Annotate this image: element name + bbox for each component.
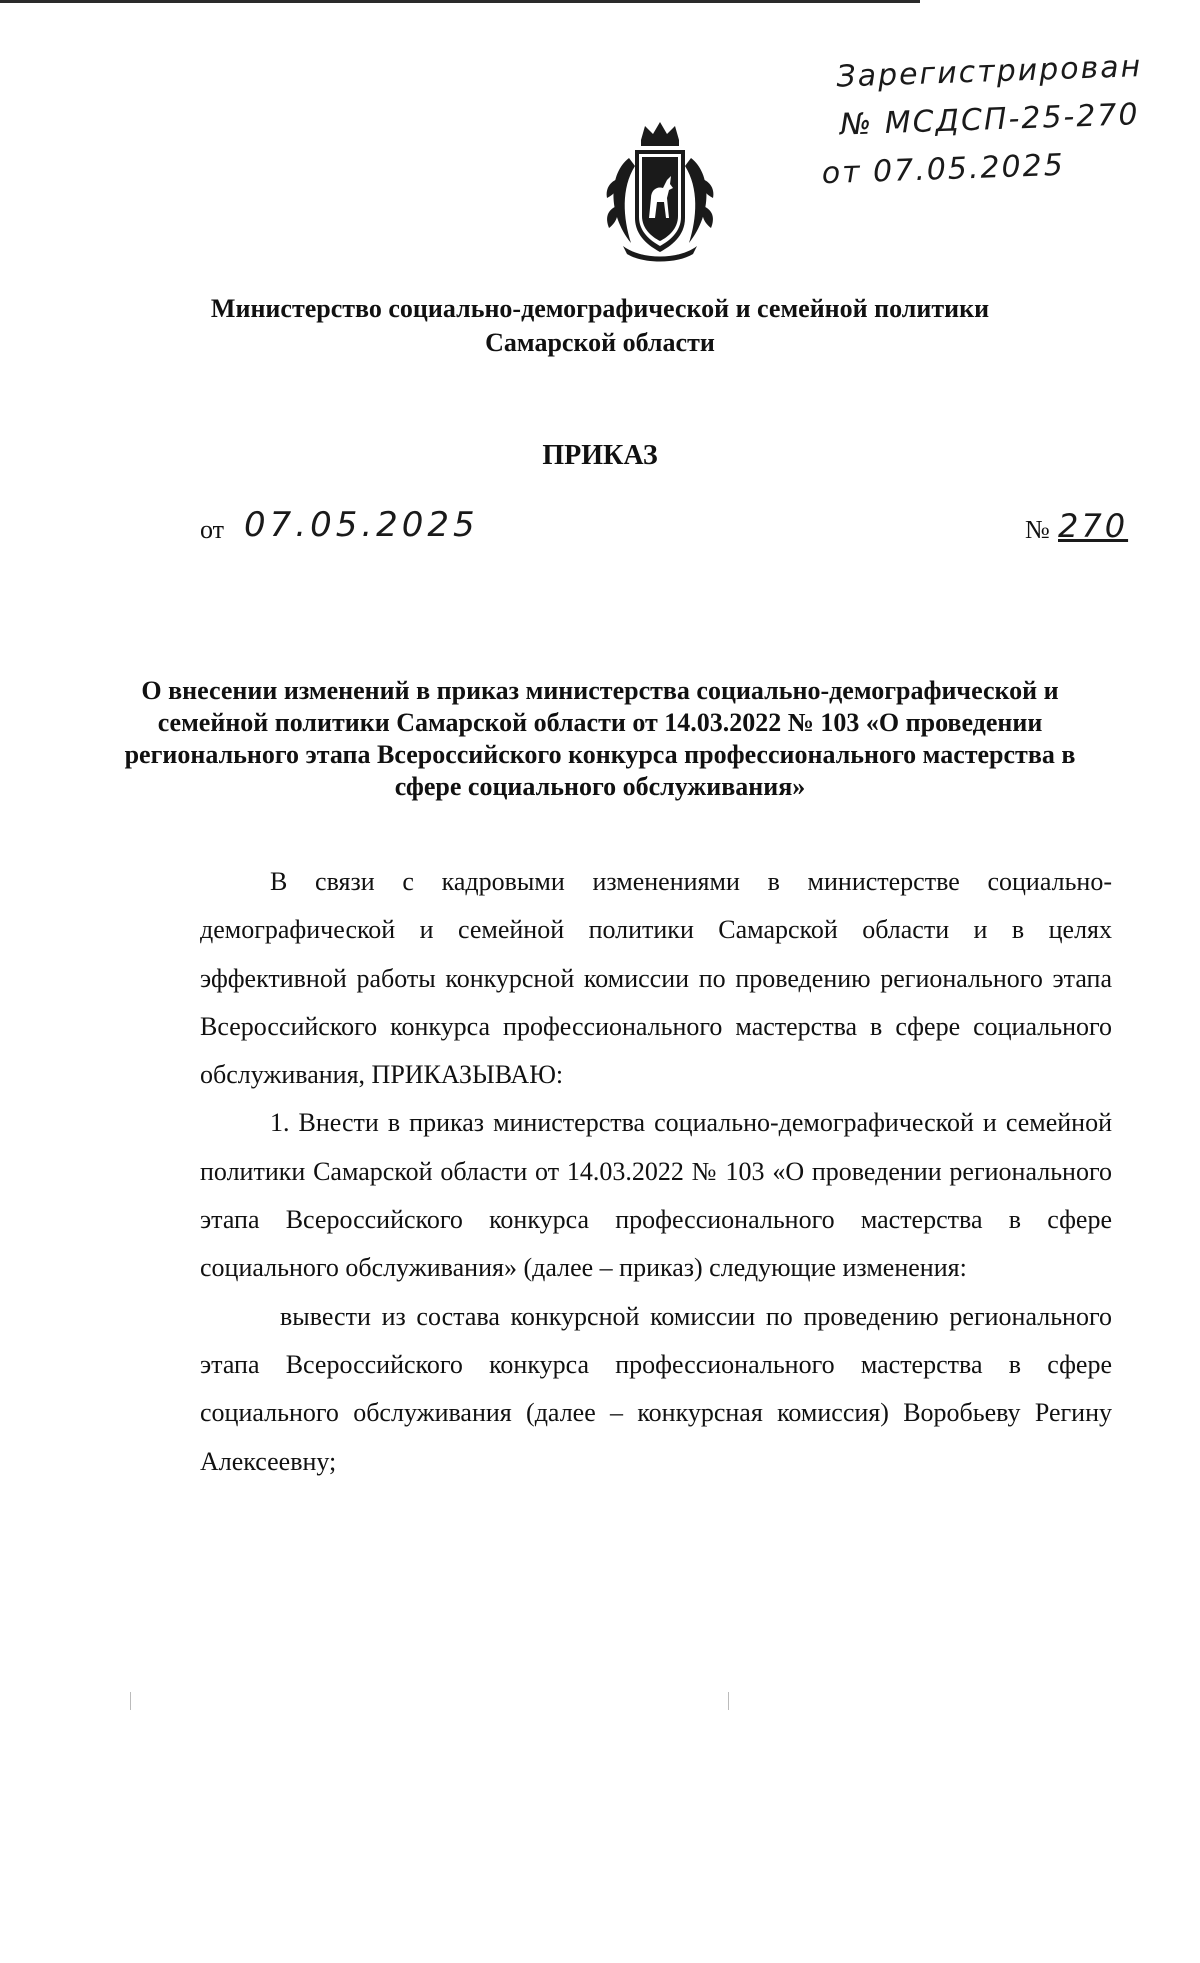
registration-line-1: Зарегистрирован xyxy=(835,49,1143,95)
scan-artifact-mark xyxy=(130,1692,131,1710)
body-paragraph: 1. Внести в приказ министерства социально-демографической и семейной политики Самарской области от 14.03.2022 № 103 «О проведении регионального этапа Всероссийского конкурса профессионального мастерства в сфере социального обслуживания» (далее – приказ) следующие изменения: xyxy=(200,1108,1112,1283)
date-label: от xyxy=(200,515,225,544)
date-number-row xyxy=(200,505,1129,555)
registration-handwritten-note xyxy=(818,42,1183,198)
organization-name xyxy=(0,292,1200,360)
number-label: № xyxy=(1025,515,1050,544)
document-type-title: ПРИКАЗ xyxy=(542,440,658,471)
document-subject: О внесении изменений в приказ министерства социально-демографической и семейной политики Самарской области от 14.03.2022 № 103 «О проведении регионального этапа Всероссийского конкурса профессионального мастерства в сфере социального обслуживания» xyxy=(124,676,1076,801)
scan-artifact-mark xyxy=(728,1692,729,1710)
organization-line-1: Министерство социально-демографической и семейной политики xyxy=(210,294,990,323)
samara-coat-of-arms-icon xyxy=(601,118,719,266)
body-paragraph: В связи с кадровыми изменениями в министерстве социально-демографической и семейной политики Самарской области и в целях эффективной работы конкурсной комиссии по проведению регионального этапа Всероссийского конкурса профессионального мастерства в сфере социального обслуживания, ПРИКАЗЫВАЮ: xyxy=(200,867,1112,1090)
registration-line-2: № МСДСП-25-270 xyxy=(839,97,1141,143)
scan-top-border xyxy=(0,0,920,3)
organization-line-2: Самарской области xyxy=(485,328,715,357)
document-body xyxy=(200,858,1112,1486)
registration-line-3: от 07.05.2025 xyxy=(821,147,1066,192)
number-handwritten: 270 xyxy=(1058,507,1129,545)
body-paragraph: вывести из состава конкурсной комиссии по проведению регионального этапа Всероссийского конкурса профессионального мастерства в сфере социального обслуживания (далее – конкурсная комиссия) Воробьеву Регину Алексеевну; xyxy=(200,1301,1112,1476)
date-handwritten: 07.05.2025 xyxy=(244,505,479,545)
